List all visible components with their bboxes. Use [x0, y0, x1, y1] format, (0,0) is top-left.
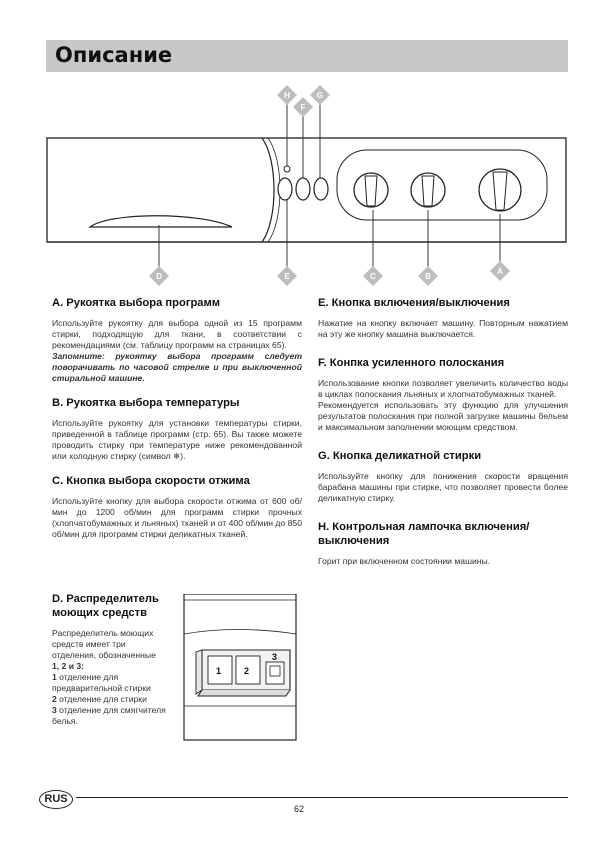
left-column	[52, 296, 302, 552]
marker-g	[310, 85, 330, 105]
section-f-text-1: Использование кнопки позволяет увеличить количество воды в циклах полоскания льняных и хлопчатобумажных тканей.	[318, 378, 568, 399]
section-d-item-3: 3 отделение для смягчителя белья.	[52, 705, 166, 726]
section-e	[318, 296, 568, 340]
rinse-button	[296, 178, 310, 200]
section-e-title: E. Кнопка включения/выключения	[318, 297, 510, 309]
section-a-text: Используйте рукоятку для выбора одной из 15 программ стирки, подходящую для ткани, в соответствии с рекомендациями (см. таблицу программ на страницах 65).	[52, 318, 302, 350]
section-g-title: G. Кнопка деликатной стирки	[318, 450, 482, 462]
section-d	[52, 592, 302, 772]
marker-b	[418, 266, 438, 286]
marker-d	[149, 266, 169, 286]
svg-text:G: G	[316, 91, 324, 100]
section-f-text-2: Рекомендуется использовать эту функцию для улучшения результатов полоскания при полной загрузке машины бельем и максимальном заполнении моющим средством.	[318, 400, 568, 432]
dispenser-illustration	[178, 594, 302, 742]
section-e-text: Нажатие на кнопку включает машину. Повторным нажатием на эту же кнопку машина выключается.	[318, 318, 568, 339]
power-button	[278, 178, 292, 200]
section-d-text-block	[52, 592, 170, 727]
section-d-item-1: 1 отделение для предварительной стирки	[52, 672, 151, 693]
marker-h	[277, 85, 297, 105]
svg-text:E: E	[284, 272, 290, 281]
language-badge: RUS	[39, 790, 73, 809]
section-d-item-2: 2 отделение для стирки	[52, 694, 147, 704]
control-panel-diagram	[0, 80, 595, 290]
section-c	[52, 474, 302, 540]
section-a	[52, 296, 302, 384]
section-b-text: Используйте рукоятку для установки температуры стирки, приведенной в таблице программ (стр. 65). Вы также можете проводить стирку при температуре ниже рекомендованной или холодную стирку (символ ❄).	[52, 418, 302, 461]
section-h	[318, 520, 568, 567]
page-number: 62	[294, 804, 305, 814]
section-f-title: F. Конпка усиленного полоскания	[318, 357, 505, 369]
section-g-text: Используйте кнопку для понижения скорости вращения барабана машины при стирке, что позволяет провести более деликатную стирку.	[318, 471, 568, 503]
compartment-3-label: 3	[272, 652, 278, 662]
right-column	[318, 296, 568, 579]
section-d-title-line2: моющих средств	[52, 607, 147, 619]
program-knob	[479, 169, 521, 211]
footer-divider	[76, 797, 568, 798]
section-c-text: Используйте кнопку для выбора скорости отжима от 600 об/мин до 1200 об/мин для программ стирки прочных (хлопчатобумажных и льняных) тканей и от 400 об/мин до 850 об/мин для программ стирки деликатных тканей.	[52, 496, 302, 539]
section-a-note: Запомните: рукоятку выбора программ следует поворачивать по часовой стрелке и при выключенной стиральной машине.	[52, 351, 302, 383]
compartment-2-label: 2	[244, 666, 250, 676]
svg-text:C: C	[370, 272, 376, 281]
svg-text:A: A	[497, 267, 503, 276]
section-h-title-line1: H. Контрольная лампочка включения/	[318, 521, 530, 533]
section-d-text: Распределитель моющих средств имеет три отделения, обозначенные	[52, 628, 156, 660]
spin-knob	[354, 173, 388, 207]
temperature-knob	[411, 173, 445, 207]
section-d-text-nums: 1, 2 и 3:	[52, 661, 85, 671]
page-title: Описание	[55, 43, 173, 67]
compartment-1-label: 1	[216, 666, 222, 676]
section-a-title: A. Рукоятка выбора программ	[52, 297, 221, 309]
section-h-text: Горит при включенном состоянии машины.	[318, 556, 491, 566]
marker-e	[277, 266, 297, 286]
svg-text:D: D	[156, 272, 162, 281]
marker-c	[363, 266, 383, 286]
section-h-title-line2: выключения	[318, 535, 390, 547]
section-f	[318, 356, 568, 433]
section-b	[52, 396, 302, 462]
delicate-button	[314, 178, 328, 200]
marker-f	[293, 97, 313, 117]
page-header	[46, 40, 568, 72]
section-c-title: C. Кнопка выбора скорости отжима	[52, 475, 250, 487]
marker-a	[490, 261, 510, 281]
svg-text:B: B	[425, 272, 431, 281]
svg-text:H: H	[284, 91, 290, 100]
section-b-title: B. Рукоятка выбора температуры	[52, 397, 240, 409]
section-g	[318, 449, 568, 504]
svg-text:F: F	[300, 103, 306, 112]
section-d-title-line1: D. Распределитель	[52, 593, 159, 605]
power-indicator-lamp	[284, 166, 290, 172]
